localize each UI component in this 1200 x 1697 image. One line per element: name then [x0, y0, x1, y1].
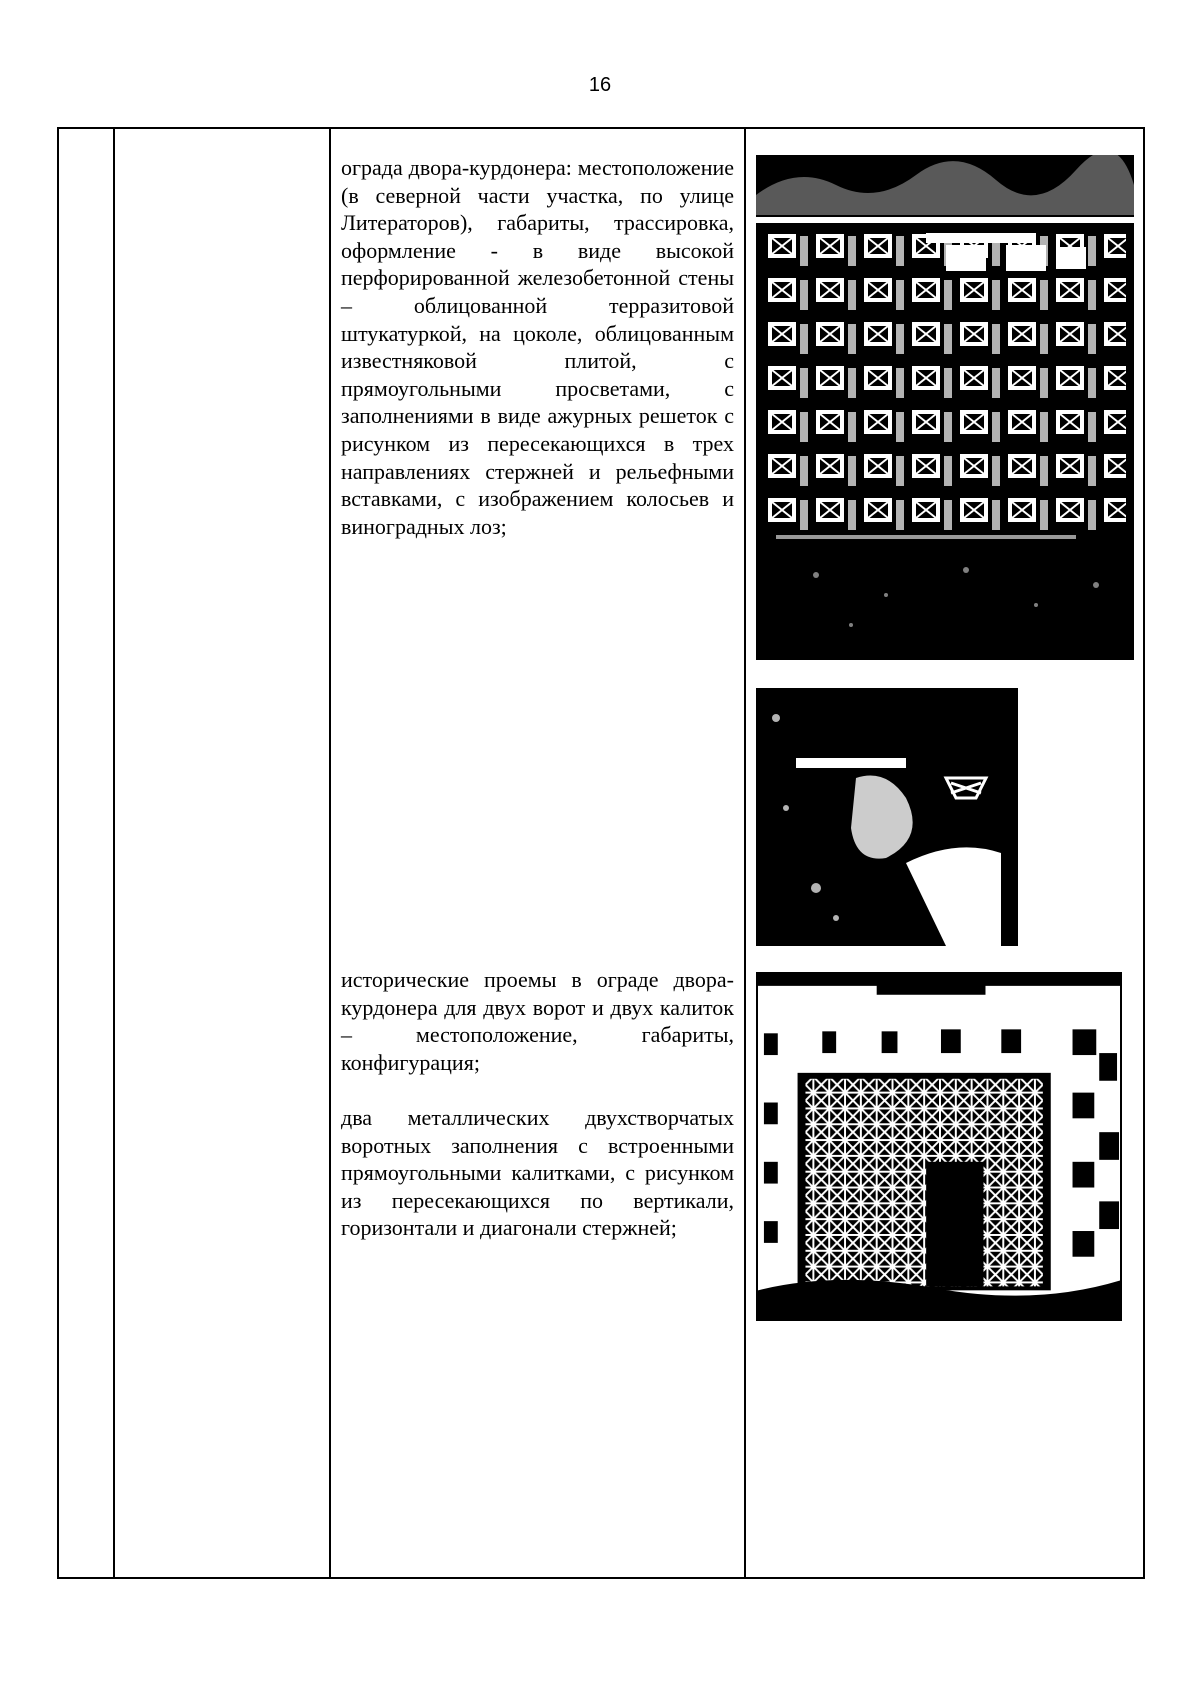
column-divider [744, 127, 746, 1579]
gate-lattice-photo [756, 972, 1122, 1321]
perforated-wall-photo [756, 155, 1134, 660]
column-divider [329, 127, 331, 1579]
page-number: 16 [588, 74, 612, 96]
fence-description: ограда двора-курдонера: местоположение (в северной части участка, по улице Литераторов), габариты, трассировка, оформление - в виде высокой перфорированной железобетонной стены – облицованной терразитовой штукатуркой, на цоколе, облицованным известняковой плитой, с прямоугольными просветами, с заполнениями в виде ажурных решеток с рисунком из пересекающихся в трех направлениях стержней и рельефными вставками, с изображением колосьев и виноградных лоз; [341, 155, 734, 539]
wall-closeup-photo [756, 688, 1018, 946]
gate-openings-description: исторические проемы в ограде двора-курдонера для двух ворот и двух калиток – местоположение, габариты, конфигурация; [341, 967, 734, 1075]
gate-fillings-description: два металлических двухстворчатых воротных заполнения с встроенными прямоугольными калитками, с рисунком из пересекающихся по вертикали, горизонтали и диагонали стержней; [341, 1105, 734, 1241]
column-divider [113, 127, 115, 1579]
